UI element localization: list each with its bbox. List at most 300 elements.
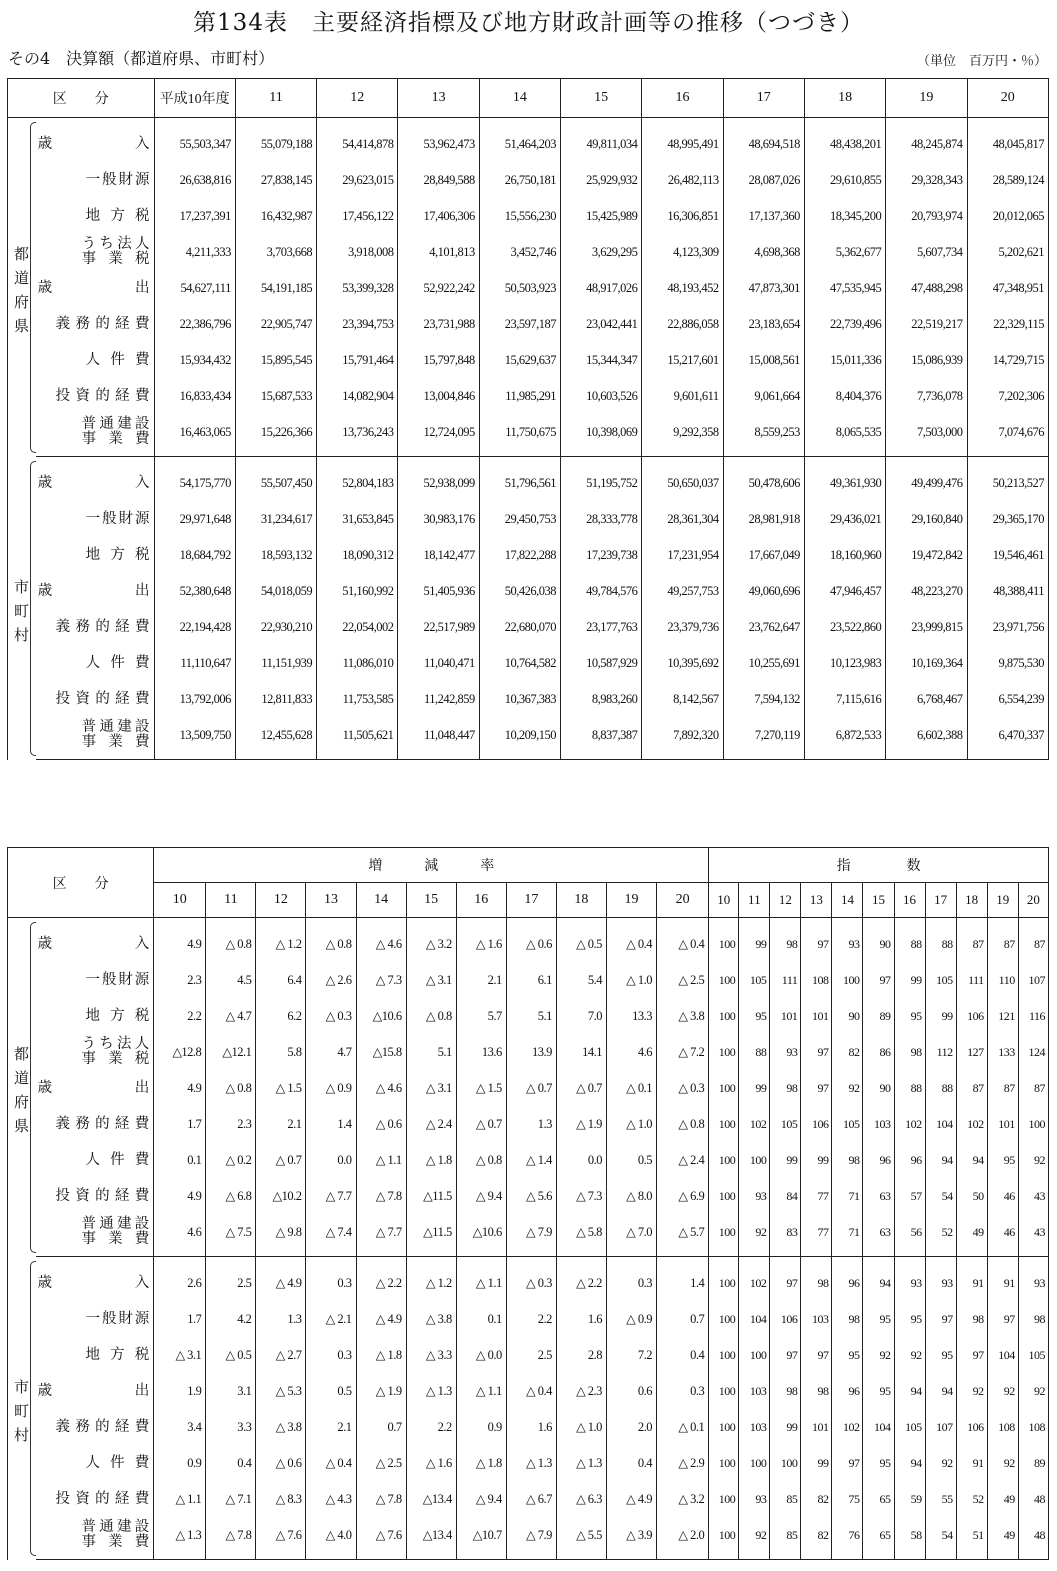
row-label-part	[38, 937, 150, 952]
index-cell: 98	[894, 1034, 925, 1070]
row-label-part: 義務的経費	[55, 315, 150, 332]
rate-cell: 0.7	[657, 1301, 709, 1337]
amount-cell: 51,464,203	[479, 118, 560, 163]
amount-cell: 20,012,065	[967, 198, 1048, 234]
table-row	[8, 1142, 1049, 1178]
rate-cell: △ 7.3	[356, 962, 406, 998]
group-brace	[30, 122, 36, 453]
rate-cell: △ 4.7	[206, 998, 256, 1034]
row-label-part: 投資的経費	[55, 387, 150, 404]
amount-cell: 23,597,187	[479, 306, 560, 342]
index-cell: 82	[832, 1034, 863, 1070]
row-label-revenue	[36, 918, 154, 963]
amount-cell: 13,792,006	[154, 681, 235, 717]
amount-cell: 15,797,848	[398, 342, 479, 378]
index-cell: 95	[863, 1373, 894, 1409]
index-cell: 82	[801, 1481, 832, 1517]
row-label-part: 事業税	[81, 251, 150, 267]
rate-cell: △ 3.2	[406, 918, 456, 963]
row-label-personnel-expenses	[36, 1142, 154, 1178]
amount-cell: 47,946,457	[804, 573, 885, 609]
rate-cell: △ 5.5	[556, 1517, 606, 1560]
amount-cell: 47,873,301	[723, 270, 804, 306]
index-cell: 103	[739, 1373, 770, 1409]
table-row	[8, 234, 1049, 270]
index-cell: 99	[739, 918, 770, 963]
rate-cell: △ 7.6	[256, 1517, 306, 1560]
amount-cell: 22,329,115	[967, 306, 1048, 342]
amount-cell: 8,837,387	[561, 717, 642, 760]
index-cell: 105	[832, 1106, 863, 1142]
amount-cell: 49,499,476	[886, 457, 967, 502]
header-rate-year: 20	[657, 883, 709, 918]
amount-cell: 52,922,242	[398, 270, 479, 306]
rate-cell: △ 1.9	[556, 1106, 606, 1142]
index-cell: 98	[801, 1257, 832, 1302]
index-cell: 86	[863, 1034, 894, 1070]
rate-cell: △ 3.1	[154, 1337, 206, 1373]
amount-cell: 3,918,008	[317, 234, 398, 270]
rate-cell: 1.3	[506, 1106, 556, 1142]
index-cell: 100	[709, 1373, 739, 1409]
index-cell: 133	[987, 1034, 1018, 1070]
section-subtitle: その4 決算額（都道府県、市町村）	[8, 49, 275, 68]
header-index-year: 20	[1018, 883, 1048, 918]
row-label-part: うち法人	[81, 1036, 150, 1052]
rate-cell: 1.6	[506, 1409, 556, 1445]
amount-cell: 22,930,210	[235, 609, 316, 645]
amount-cell: 8,142,567	[642, 681, 723, 717]
index-cell: 55	[925, 1481, 956, 1517]
amount-cell: 5,362,677	[804, 234, 885, 270]
amount-cell: 13,736,243	[317, 414, 398, 457]
index-cell: 98	[956, 1301, 987, 1337]
rate-cell: 0.3	[657, 1373, 709, 1409]
row-label-general-revenue	[36, 962, 154, 998]
amount-cell: 10,395,692	[642, 645, 723, 681]
amount-cell: 11,040,471	[398, 645, 479, 681]
index-cell: 100	[709, 1106, 739, 1142]
rate-cell: 0.4	[606, 1445, 656, 1481]
index-cell: 92	[863, 1337, 894, 1373]
index-cell: 99	[770, 1142, 801, 1178]
index-cell: 100	[709, 1214, 739, 1257]
index-cell: 97	[801, 1337, 832, 1373]
rate-cell: 1.7	[154, 1106, 206, 1142]
rate-cell: 0.3	[306, 1257, 356, 1302]
row-label-part: 出	[135, 279, 150, 296]
amount-cell: 11,505,621	[317, 717, 398, 760]
row-label-mandatory-expenses	[36, 306, 154, 342]
row-label-part	[38, 476, 150, 491]
rate-cell: △10.6	[456, 1214, 506, 1257]
index-cell: 93	[894, 1257, 925, 1302]
amount-cell: 26,750,181	[479, 162, 560, 198]
rate-cell: 2.3	[154, 962, 206, 998]
amount-cell: 15,934,432	[154, 342, 235, 378]
row-label-part: 普通建設	[81, 1216, 150, 1232]
index-cell: 97	[956, 1337, 987, 1373]
rate-cell: 6.2	[256, 998, 306, 1034]
index-cell: 104	[863, 1409, 894, 1445]
amount-cell: 15,629,637	[479, 342, 560, 378]
page-title: 第134表 主要経済指標及び地方財政計画等の推移（つづき）	[193, 10, 864, 36]
table-row	[8, 1106, 1049, 1142]
index-cell: 99	[801, 1142, 832, 1178]
rate-cell: △ 0.1	[657, 1409, 709, 1445]
amount-cell: 15,425,989	[561, 198, 642, 234]
index-cell: 127	[956, 1034, 987, 1070]
amount-cell: 48,438,201	[804, 118, 885, 163]
amount-cell: 3,629,295	[561, 234, 642, 270]
header-year: 18	[804, 79, 885, 118]
index-cell: 48	[1018, 1517, 1048, 1560]
index-cell: 100	[709, 1178, 739, 1214]
row-label-corporate-enterprise-tax	[36, 234, 154, 270]
rate-cell: 0.0	[556, 1142, 606, 1178]
row-label-part: 普通建設	[81, 1519, 150, 1535]
rate-cell: 2.2	[506, 1301, 556, 1337]
row-label-part: 人件費	[85, 1151, 150, 1168]
index-cell: 100	[709, 918, 739, 963]
rate-cell: △ 7.8	[356, 1481, 406, 1517]
rate-cell: 2.5	[506, 1337, 556, 1373]
header-year: 14	[479, 79, 560, 118]
index-cell: 71	[832, 1214, 863, 1257]
index-cell: 108	[987, 1409, 1018, 1445]
amount-cell: 10,398,069	[561, 414, 642, 457]
index-cell: 88	[925, 918, 956, 963]
amount-cell: 6,768,467	[886, 681, 967, 717]
index-cell: 93	[770, 1034, 801, 1070]
amount-cell: 8,404,376	[804, 378, 885, 414]
amount-cell: 9,875,530	[967, 645, 1048, 681]
amount-cell: 49,784,576	[561, 573, 642, 609]
rate-cell: 13.9	[506, 1034, 556, 1070]
amount-cell: 54,414,878	[317, 118, 398, 163]
index-cell: 87	[956, 1070, 987, 1106]
rate-cell: 13.6	[456, 1034, 506, 1070]
rate-cell: 1.4	[657, 1257, 709, 1302]
amount-cell: 55,503,347	[154, 118, 235, 163]
rate-cell: △ 0.6	[356, 1106, 406, 1142]
row-label-personnel-expenses	[36, 1445, 154, 1481]
table-row	[8, 962, 1049, 998]
rate-cell: 7.0	[556, 998, 606, 1034]
index-cell: 90	[863, 918, 894, 963]
table-row	[8, 573, 1049, 609]
row-label-part: 歳	[37, 279, 53, 296]
amount-cell: 10,587,929	[561, 645, 642, 681]
index-cell: 98	[770, 918, 801, 963]
amount-cell: 47,488,298	[886, 270, 967, 306]
rate-cell: △ 2.7	[256, 1337, 306, 1373]
header-rate-year: 17	[506, 883, 556, 918]
rate-cell: △ 7.8	[356, 1178, 406, 1214]
index-cell: 100	[739, 1142, 770, 1178]
table-row	[8, 414, 1049, 457]
amount-cell: 50,503,923	[479, 270, 560, 306]
rate-cell: 1.3	[256, 1301, 306, 1337]
rate-cell: △ 1.3	[154, 1517, 206, 1560]
rate-cell: 5.8	[256, 1034, 306, 1070]
table-row	[8, 918, 1049, 963]
index-cell: 121	[987, 998, 1018, 1034]
header-year: 15	[561, 79, 642, 118]
amount-cell: 50,426,038	[479, 573, 560, 609]
row-label-expenditure	[36, 573, 154, 609]
index-cell: 104	[925, 1106, 956, 1142]
row-label-part: 歳	[37, 474, 53, 491]
index-cell: 100	[709, 1070, 739, 1106]
rate-cell: 0.3	[606, 1257, 656, 1302]
index-cell: 75	[832, 1481, 863, 1517]
amount-cell: 26,482,113	[642, 162, 723, 198]
row-label-part: 歳	[37, 935, 53, 952]
amount-cell: 8,559,253	[723, 414, 804, 457]
rate-cell: △ 2.0	[657, 1517, 709, 1560]
amount-cell: 48,995,491	[642, 118, 723, 163]
row-label-part: 投資的経費	[55, 690, 150, 707]
index-cell: 96	[863, 1142, 894, 1178]
rate-cell: 13.3	[606, 998, 656, 1034]
index-cell: 54	[925, 1517, 956, 1560]
header-index-year: 14	[832, 883, 863, 918]
rate-cell: △13.4	[406, 1517, 456, 1560]
index-cell: 101	[801, 1409, 832, 1445]
amount-cell: 29,365,170	[967, 501, 1048, 537]
amount-cell: 17,239,738	[561, 537, 642, 573]
amount-cell: 18,090,312	[317, 537, 398, 573]
amount-cell: 12,724,095	[398, 414, 479, 457]
header-rate-year: 12	[256, 883, 306, 918]
table-row	[8, 717, 1049, 760]
amount-cell: 52,938,099	[398, 457, 479, 502]
rate-cell: 14.1	[556, 1034, 606, 1070]
index-cell: 106	[956, 998, 987, 1034]
rate-cell: △ 1.6	[406, 1445, 456, 1481]
rate-cell: △ 7.9	[506, 1517, 556, 1560]
index-cell: 95	[863, 1301, 894, 1337]
rate-cell: △ 1.6	[456, 918, 506, 963]
rate-cell: △ 1.5	[456, 1070, 506, 1106]
group-label-municipality	[8, 457, 36, 760]
amount-cell: 8,983,260	[561, 681, 642, 717]
row-label-part: 歳	[37, 582, 53, 599]
index-cell: 84	[770, 1178, 801, 1214]
index-cell: 57	[894, 1178, 925, 1214]
amount-cell: 51,195,752	[561, 457, 642, 502]
rate-cell: △ 1.5	[256, 1070, 306, 1106]
index-cell: 104	[739, 1301, 770, 1337]
header-year: 12	[317, 79, 398, 118]
table-row	[8, 537, 1049, 573]
amount-cell: 49,811,034	[561, 118, 642, 163]
header-kubun: 区 分	[8, 79, 155, 118]
header-rate-year: 13	[306, 883, 356, 918]
amount-cell: 13,509,750	[154, 717, 235, 760]
rate-cell: △ 3.8	[657, 998, 709, 1034]
index-cell: 95	[863, 1445, 894, 1481]
index-cell: 43	[1018, 1178, 1048, 1214]
amount-cell: 6,872,533	[804, 717, 885, 760]
amount-cell: 29,623,015	[317, 162, 398, 198]
rate-cell: △ 7.4	[306, 1214, 356, 1257]
index-cell: 76	[832, 1517, 863, 1560]
index-cell: 77	[801, 1214, 832, 1257]
index-cell: 95	[894, 998, 925, 1034]
row-label-public-works	[36, 1214, 154, 1257]
rate-cell: △ 7.5	[206, 1214, 256, 1257]
header-rate-year: 19	[606, 883, 656, 918]
index-cell: 91	[956, 1445, 987, 1481]
index-cell: 103	[739, 1409, 770, 1445]
row-label-part: 一般財源	[85, 510, 150, 527]
amount-cell: 54,627,111	[154, 270, 235, 306]
amount-cell: 52,804,183	[317, 457, 398, 502]
amount-cell: 17,822,288	[479, 537, 560, 573]
rate-cell: 0.9	[154, 1445, 206, 1481]
row-label-part: 普通建設	[81, 719, 150, 735]
amount-cell: 48,694,518	[723, 118, 804, 163]
rate-cell: △ 3.1	[406, 1070, 456, 1106]
row-label-local-tax	[36, 198, 154, 234]
rate-cell: △ 0.9	[606, 1301, 656, 1337]
rate-cell: 2.2	[154, 998, 206, 1034]
rate-cell: △12.8	[154, 1034, 206, 1070]
index-cell: 105	[739, 962, 770, 998]
rate-cell: 2.1	[256, 1106, 306, 1142]
amount-cell: 15,687,533	[235, 378, 316, 414]
rate-cell: △ 6.8	[206, 1178, 256, 1214]
index-cell: 94	[894, 1373, 925, 1409]
rate-cell: △15.8	[356, 1034, 406, 1070]
amount-cell: 7,503,000	[886, 414, 967, 457]
index-cell: 59	[894, 1481, 925, 1517]
table-row	[8, 1178, 1049, 1214]
table-row	[8, 1517, 1049, 1560]
index-cell: 99	[739, 1070, 770, 1106]
row-label-investment-expenses	[36, 1481, 154, 1517]
amount-cell: 10,367,383	[479, 681, 560, 717]
index-cell: 48	[1018, 1481, 1048, 1517]
table-row	[8, 270, 1049, 306]
amount-cell: 30,983,176	[398, 501, 479, 537]
index-cell: 91	[987, 1257, 1018, 1302]
row-label-investment-expenses	[36, 378, 154, 414]
amount-cell: 14,729,715	[967, 342, 1048, 378]
rate-cell: 0.4	[657, 1337, 709, 1373]
index-cell: 95	[894, 1301, 925, 1337]
table-row	[8, 501, 1049, 537]
rate-cell: △ 2.9	[657, 1445, 709, 1481]
row-label-part: 歳	[37, 1382, 53, 1399]
amount-cell: 14,082,904	[317, 378, 398, 414]
table-row	[8, 609, 1049, 645]
amount-cell: 49,257,753	[642, 573, 723, 609]
header-index-year: 16	[894, 883, 925, 918]
rate-cell: △ 5.7	[657, 1214, 709, 1257]
amount-cell: 28,849,588	[398, 162, 479, 198]
amount-cell: 18,142,477	[398, 537, 479, 573]
amount-cell: 29,450,753	[479, 501, 560, 537]
row-label-revenue	[36, 1257, 154, 1302]
table-row	[8, 998, 1049, 1034]
amount-cell: 29,610,855	[804, 162, 885, 198]
index-cell: 100	[709, 1481, 739, 1517]
rate-cell: △ 7.7	[356, 1214, 406, 1257]
row-label-local-tax	[36, 998, 154, 1034]
amount-cell: 9,061,664	[723, 378, 804, 414]
rate-cell: △ 3.8	[406, 1301, 456, 1337]
index-cell: 46	[987, 1214, 1018, 1257]
rate-cell: △ 0.7	[556, 1070, 606, 1106]
row-label-public-works	[36, 414, 154, 457]
amount-cell: 50,650,037	[642, 457, 723, 502]
index-cell: 95	[739, 998, 770, 1034]
index-cell: 97	[801, 1034, 832, 1070]
amount-table	[7, 78, 1049, 760]
index-cell: 99	[894, 962, 925, 998]
amount-cell: 9,292,358	[642, 414, 723, 457]
index-cell: 43	[1018, 1214, 1048, 1257]
amount-cell: 18,345,200	[804, 198, 885, 234]
rate-cell: △ 3.2	[657, 1481, 709, 1517]
index-cell: 100	[709, 1142, 739, 1178]
row-label-part: 出	[134, 1079, 150, 1096]
row-label-part: 事業費	[81, 734, 150, 750]
index-cell: 105	[925, 962, 956, 998]
index-cell: 100	[770, 1445, 801, 1481]
rate-cell: △ 1.3	[406, 1373, 456, 1409]
amount-cell: 15,895,545	[235, 342, 316, 378]
amount-cell: 23,394,753	[317, 306, 398, 342]
row-label-part: 義務的経費	[55, 1115, 150, 1132]
rate-cell: 2.1	[456, 962, 506, 998]
table-row	[8, 378, 1049, 414]
index-cell: 99	[801, 1445, 832, 1481]
rate-cell: △ 0.8	[206, 1070, 256, 1106]
amount-cell: 17,406,306	[398, 198, 479, 234]
row-label-revenue	[36, 457, 154, 502]
rate-cell: 0.5	[606, 1142, 656, 1178]
table-row	[8, 118, 1049, 163]
amount-cell: 11,242,859	[398, 681, 479, 717]
rate-cell: △ 6.9	[657, 1178, 709, 1214]
row-label-local-tax	[36, 1337, 154, 1373]
index-cell: 102	[956, 1106, 987, 1142]
amount-cell: 53,962,473	[398, 118, 479, 163]
amount-cell: 15,556,230	[479, 198, 560, 234]
row-label-part	[38, 137, 150, 152]
amount-cell: 50,478,606	[723, 457, 804, 502]
row-label-part: 入	[134, 935, 150, 952]
table-row	[8, 198, 1049, 234]
index-cell: 87	[1018, 1070, 1048, 1106]
index-cell: 104	[987, 1337, 1018, 1373]
index-cell: 100	[1018, 1106, 1048, 1142]
rate-cell: △ 0.8	[456, 1142, 506, 1178]
amount-cell: 22,386,796	[154, 306, 235, 342]
amount-cell: 5,202,621	[967, 234, 1048, 270]
index-cell: 101	[801, 998, 832, 1034]
header-index-year: 15	[863, 883, 894, 918]
row-label-expenditure	[36, 270, 154, 306]
row-label-part: 入	[135, 474, 150, 491]
rate-cell: △ 4.3	[306, 1481, 356, 1517]
table-row	[8, 645, 1049, 681]
amount-cell: 3,703,668	[235, 234, 316, 270]
